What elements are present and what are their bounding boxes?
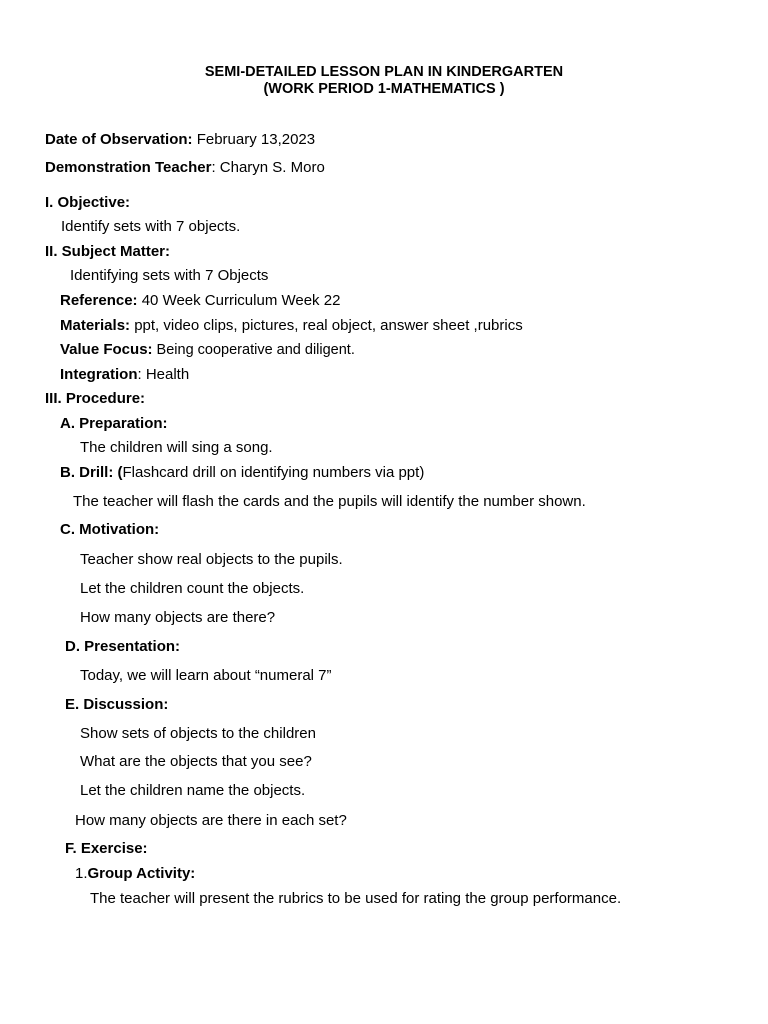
objective-heading: I. Objective: (45, 194, 131, 211)
objective-text: Identify sets with 7 objects. (61, 218, 241, 235)
reference-label: Reference: (60, 292, 138, 309)
group-activity-number: 1. (75, 865, 88, 882)
drill-heading-line (60, 464, 424, 482)
reference-line (60, 292, 340, 310)
date-label: Date of Observation: (45, 131, 193, 148)
motivation-line: Let the children count the objects. (80, 580, 305, 597)
subject-matter-heading: II. Subject Matter: (45, 243, 171, 260)
group-activity-heading: Group Activity: (87, 865, 196, 882)
integration-label: Integration (60, 366, 138, 383)
value-focus-line (60, 341, 355, 359)
materials-label: Materials: (60, 317, 131, 334)
date-of-observation (45, 131, 315, 149)
group-activity-line (75, 865, 195, 883)
motivation-line: How many objects are there? (80, 609, 276, 626)
preparation-text: The children will sing a song. (80, 439, 273, 456)
teacher-value: : Charyn S. Moro (211, 159, 325, 176)
discussion-heading: E. Discussion: (65, 696, 169, 713)
discussion-line: Show sets of objects to the children (80, 725, 316, 742)
presentation-text: Today, we will learn about “numeral 7” (80, 667, 332, 684)
motivation-heading: C. Motivation: (60, 521, 160, 538)
presentation-heading: D. Presentation: (65, 638, 181, 655)
preparation-heading: A. Preparation: (60, 415, 168, 432)
motivation-line: Teacher show real objects to the pupils. (80, 551, 343, 568)
discussion-line: Let the children name the objects. (80, 782, 306, 799)
group-activity-text: The teacher will present the rubrics to be used for rating the group performance. (90, 890, 622, 907)
procedure-heading: III. Procedure: (45, 390, 146, 407)
teacher-label: Demonstration Teacher (45, 159, 212, 176)
document-title: SEMI-DETAILED LESSON PLAN IN KINDERGARTEN (204, 64, 564, 80)
drill-heading-rest: Flashcard drill on identifying numbers via ppt) (122, 464, 425, 481)
discussion-line: How many objects are there in each set? (75, 812, 347, 829)
materials-value: ppt, video clips, pictures, real object, answer sheet ,rubrics (130, 317, 523, 334)
drill-text: The teacher will flash the cards and the pupils will identify the number shown. (73, 493, 586, 510)
date-value: February 13,2023 (192, 131, 316, 148)
drill-heading: B. Drill: ( (60, 464, 123, 481)
demonstration-teacher (45, 159, 325, 177)
exercise-heading: F. Exercise: (65, 840, 148, 857)
integration-line (60, 366, 189, 384)
materials-line (60, 317, 523, 335)
integration-value: : Health (137, 366, 190, 383)
reference-value: 40 Week Curriculum Week 22 (137, 292, 341, 309)
value-focus-value: Being cooperative and diligent. (152, 342, 355, 358)
document-subtitle: (WORK PERIOD 1-MATHEMATICS ) (263, 81, 505, 97)
subject-matter-topic: Identifying sets with 7 Objects (70, 267, 269, 284)
discussion-line: What are the objects that you see? (80, 753, 312, 770)
value-focus-label: Value Focus: (60, 341, 153, 358)
